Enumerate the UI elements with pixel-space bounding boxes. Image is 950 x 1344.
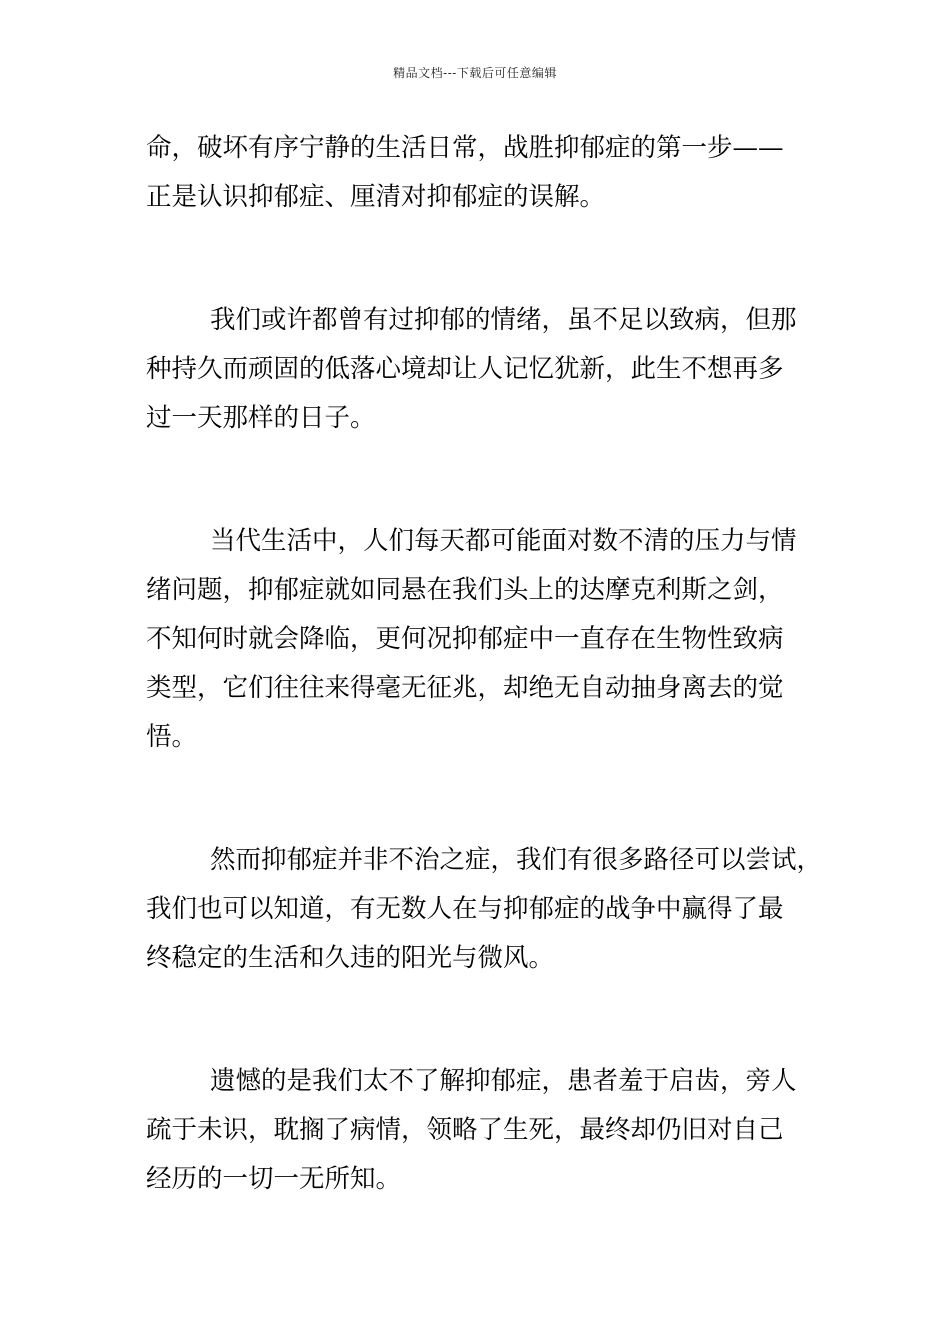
paragraph-2	[146, 296, 826, 443]
paragraph-line: 悟。	[146, 722, 198, 752]
paragraph-line: 正是认识抑郁症、厘清对抑郁症的误解。	[146, 182, 606, 212]
paragraph-line: 经历的一切一无所知。	[146, 1164, 402, 1194]
paragraph-3	[146, 517, 826, 762]
paragraph-4	[146, 836, 826, 983]
paragraph-line: 疏于未识，耽搁了病情，领略了生死，最终却仍旧对自己	[146, 1115, 784, 1145]
paragraph-line: 绪问题，抑郁症就如同悬在我们头上的达摩克利斯之剑，	[146, 575, 784, 605]
paragraph-line: 过一天那样的日子。	[146, 403, 376, 433]
paragraph-line: 不知何时就会降临，更何况抑郁症中一直存在生物性致病	[146, 624, 784, 654]
paragraph-line: 命，破坏有序宁静的生活日常，战胜抑郁症的第一步——	[146, 133, 784, 163]
paragraph-line: 当代生活中，人们每天都可能面对数不清的压力与情	[210, 526, 797, 556]
paragraph-line: 我们也可以知道，有无数人在与抑郁症的战争中赢得了最	[146, 894, 784, 924]
paragraph-5	[146, 1057, 826, 1204]
document-body	[146, 124, 826, 1278]
paragraph-line: 遗憾的是我们太不了解抑郁症，患者羞于启齿，旁人	[210, 1066, 797, 1096]
paragraph-line: 终稳定的生活和久违的阳光与微风。	[146, 943, 555, 973]
paragraph-line: 我们或许都曾有过抑郁的情绪，虽不足以致病，但那	[210, 305, 797, 335]
paragraph-line: 然而抑郁症并非不治之症，我们有很多路径可以尝试，	[210, 845, 823, 875]
paragraph-1	[146, 124, 826, 222]
paragraph-line: 种持久而顽固的低落心境却让人记忆犹新，此生不想再多	[146, 354, 784, 384]
page-header: 精品文档---下载后可任意编辑	[393, 66, 557, 80]
paragraph-line: 类型，它们往往来得毫无征兆，却绝无自动抽身离去的觉	[146, 673, 784, 703]
